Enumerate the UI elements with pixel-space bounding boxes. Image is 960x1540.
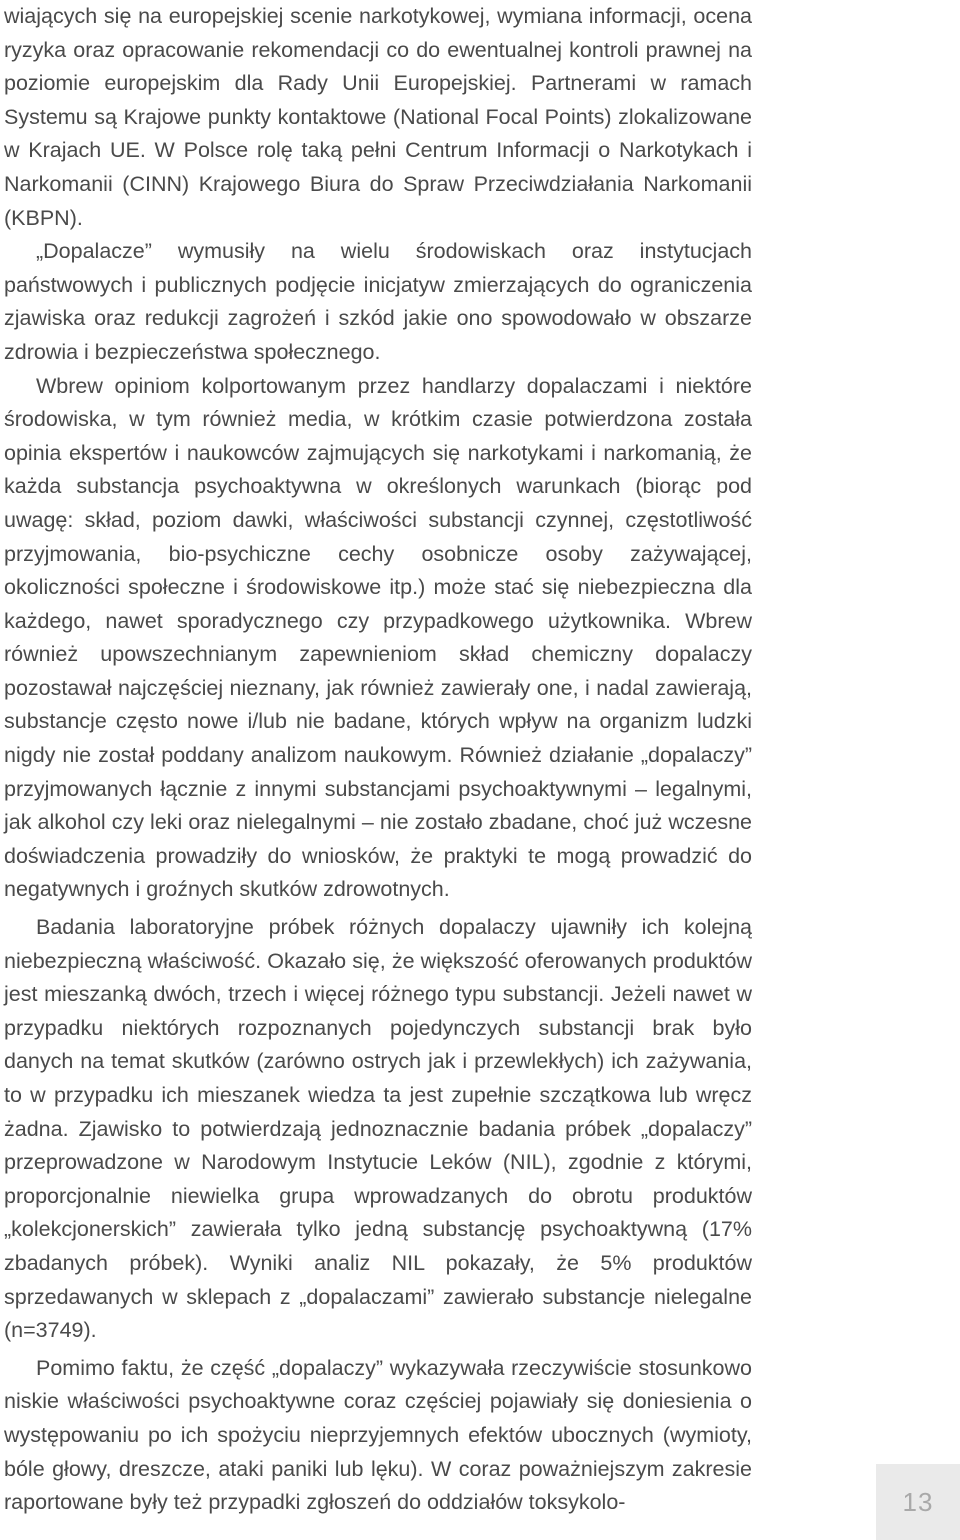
page-number-box [876, 1464, 960, 1540]
paragraph-2: „Dopalacze” wymusiły na wielu środowiskach oraz instytucjach państwowych i publicznych podjęcie inicjatyw zmierzających do ograniczenia zjawiska oraz redukcji zagrożeń i szkód jakie ono spowodowało w obszarze zdrowia i bezpieczeństwa społecznego. [4, 239, 752, 364]
paragraph-5: Pomimo faktu, że część „dopalaczy” wykazywała rzeczywiście stosunkowo niskie właściwości psychoaktywne coraz częściej pojawiały się doniesienia o występowaniu po ich spożyciu nieprzyjemnych efektów ubocznych (wymioty, bóle głowy, dreszcze, ataki paniki lub lęku). W coraz poważniejszym zakresie raportowane były też przypadki zgłoszeń do oddziałów toksykolo- [4, 1355, 752, 1515]
paragraph-1: wiających się na europejskiej scenie narkotykowej, wymiana informacji, ocena ryzyka oraz opracowanie rekomendacji co do ewentualnej kontroli prawnej na poziomie europejskim dla Rady Unii Europejskiej. Partnerami w ramach Systemu są Krajowe punkty kontaktowe (National Focal Points) zlokalizowane w Krajach UE. W Polsce rolę taką pełni Centrum Informacji o Narkotykach i Narkomanii (CINN) Krajowego Biura do Spraw Przeciwdziałania Narkomanii (KBPN). [4, 4, 752, 230]
body-text [4, 0, 752, 1520]
page-number: 13 [902, 1486, 934, 1517]
paragraph-4: Badania laboratoryjne próbek różnych dopalaczy ujawniły ich kolejną niebezpieczną właściwość. Okazało się, że większość oferowanych produktów jest mieszanką dwóch, trzech i więcej różnego typu substancji. Jeżeli nawet w przypadku niektórych rozpoznanych pojedynczych substancji brak było danych na temat skutków (zarówno ostrych jak i przewlekłych) ich zażywania, to w przypadku ich mieszanek wiedza ta jest zupełnie szczątkowa lub wręcz żadna. Zjawisko to potwierdzają jednoznacznie badania próbek „dopalaczy” przeprowadzone w Narodowym Instytucie Leków (NIL), zgodnie z którymi, proporcjonalnie niewielka grupa wprowadzanych do obrotu produktów „kolekcjonerskich” zawierała tylko jedną substancję psychoaktywną (17% zbadanych próbek). Wyniki analiz NIL pokazały, że 5% produktów sprzedawanych w sklepach z „dopalaczami” zawierało substancje nielegalne (n=3749). [4, 915, 752, 1343]
paragraph-3: Wbrew opiniom kolportowanym przez handlarzy dopalaczami i niektóre środowiska, w tym również media, w krótkim czasie potwierdzona została opinia ekspertów i naukowców zajmujących się narkotykami i narkomanią, że każda substancja psychoaktywna w określonych warunkach (biorąc pod uwagę: skład, poziom dawki, właściwości substancji czynnej, częstotliwość przyjmowania, bio-psychiczne cechy osobnicze osoby zażywającej, okoliczności społeczne i środowiskowe itp.) może stać się niebezpieczna dla każdego, nawet sporadycznego czy przypadkowego użytkownika. Wbrew również upowszechnianym zapewnieniom skład chemiczny dopalaczy pozostawał najczęściej nieznany, jak również zawierały one, i nadal zawierają, substancje często nowe i/lub nie badane, których wpływ na organizm ludzki nigdy nie został poddany analizom naukowym. Również działanie „dopalaczy” przyjmowanych łącznie z innymi substancjami psychoaktywnymi – legalnymi, jak alkohol czy leki oraz nielegalnymi – nie zostało zbadane, choć już wczesne doświadczenia prowadziły do wniosków, że praktyki te mogą prowadzić do negatywnych i groźnych skutków zdrowotnych. [4, 373, 752, 902]
